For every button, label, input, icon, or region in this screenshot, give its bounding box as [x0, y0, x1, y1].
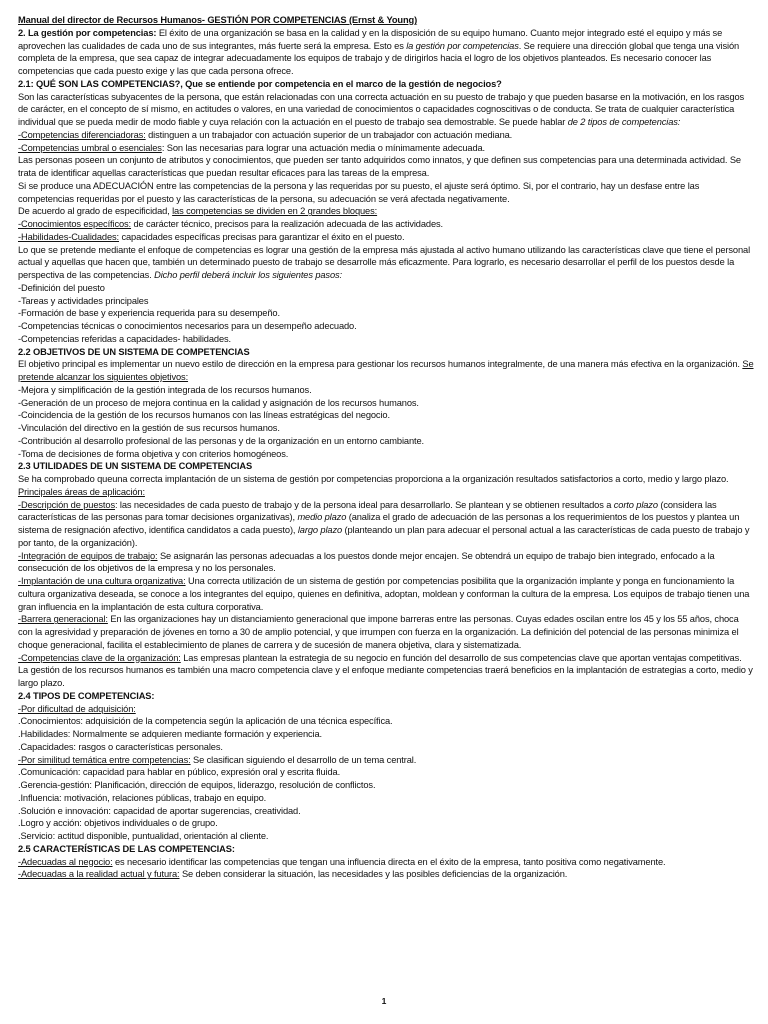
- item-label: -Competencias diferenciadoras:: [18, 129, 146, 140]
- section-2-paragraph: [18, 27, 754, 78]
- item-label: -Habilidades-Cualidades:: [18, 231, 119, 242]
- item-text: capacidades específicas precisas para garantizar el éxito en el puesto.: [119, 231, 405, 242]
- paragraph-text: Son las características subyacentes de la persona, que están relacionadas con una correcta actuación en su puesto de trabajo y que pueden basarse en la motivación, en los rasgos de carácter, en el concepto de sí mismo, en actitudes o valores, en una variedad de conocimientos o capacidades cognoscitivas o de conducta. Se trata de cualquier característica individual que se pueda medir de modo fiable y cuya relación con la actuación en el puesto de trabajo sea demostrable. Se puede hablar: [18, 91, 745, 127]
- paragraph-underline: Principales áreas de aplicación:: [18, 486, 145, 497]
- paragraph-underline: las competencias se dividen en 2 grandes bloques:: [172, 206, 378, 217]
- item-text: (planteando un plan para adecuar el personal actual a las características de cada puesto de trabajo y por tanto, de la organización).: [18, 525, 750, 548]
- list-item: .Gerencia-gestión: Planificación, dirección de equipos, liderazgo, resolución de conflictos.: [18, 780, 376, 790]
- list-item: -Competencias técnicas o conocimientos necesarios para un desempeño adecuado.: [18, 321, 357, 331]
- item-dificultad-adquisicion: [18, 703, 754, 716]
- item-text: Se deben considerar la situación, las necesidades y las posibles deficiencias de la organización.: [179, 869, 568, 880]
- item-text: (analiza el grado de adecuación de las personas a los requerimientos de los puestos y plantea un sistema de resignación afectivo, identifica candidatos a cada puesto),: [18, 512, 740, 535]
- item-text: Una correcta utilización de un sistema de gestión por competencias posibilita que la organización implante y ponga en funcionamiento la cultura organizativa deseada, se conoce a los integrantes del equipo, quienes en definitiva, adoptan, moldean y conforman la cultura de la empresa. Los equipos de trabajo tienen una gran influencia en la implantación de esta cultura corporativa.: [18, 576, 750, 612]
- item-label: -Adecuadas a la realidad actual y futura:: [18, 869, 180, 880]
- paragraph-especificidad: [18, 205, 754, 218]
- heading-2-1: 2.1: QUÉ SON LAS COMPETENCIAS?, Que se entiende por competencia en el marco de la gestión de negocios?: [18, 78, 502, 89]
- item-text: es necesario identificar las competencias que tengan una influencia directa en el éxito de la empresa, tanto positiva como negativamente.: [112, 856, 666, 867]
- list-item: .Capacidades: rasgos o características personales.: [18, 741, 223, 752]
- list-item: -Contribución al desarrollo profesional de las personas y de la organización en un entorno cambiante.: [18, 435, 424, 446]
- paragraph-2-1-intro: [18, 91, 754, 129]
- item-label: -Implantación de una cultura organizativa:: [18, 576, 186, 586]
- list-item: -Tareas y actividades principales: [18, 295, 149, 306]
- title-text: Manual del director de Recursos Humanos- GESTIÓN POR COMPETENCIAS (Ernst & Young): [18, 15, 418, 25]
- item-text: Se clasifican siguiendo el desarrollo de un tema central.: [190, 754, 417, 765]
- list-item: .Logro y acción: objetivos individuales o de grupo.: [18, 818, 218, 829]
- item-text: En las organizaciones hay un distanciamiento generacional que impone barreras entre las personas. Cuyas edades oscilan entre los 45 y los 55 años, choca con la agresividad y preparación de jóvenes en torno a 30 de amplio potencial, y que irrumpen con fuerza en la organización. La definición del potencial de las personas minimiza el choque generacional, facilita el establecimiento de planes de carrera y de sucesión de manera objetiva, clara y sistematizada.: [18, 614, 739, 650]
- item-conocimientos: [18, 218, 754, 231]
- paragraph-text: Se ha comprobado queuna correcta implantación de un sistema de gestión por competencias proporciona a la organización resultados satisfactorios a corto, medio y largo plazo.: [18, 474, 729, 484]
- item-competencias-clave: [18, 652, 754, 690]
- section-2-text-end: . Se requiere una dirección global que tenga una visión completa de la empresa, que sea capaz de integrar adecuadamente los equipos de trabajo y de dirigirlos hacia el logro de los objetivos planteados. Es necesario conocer las competencias que cada puesto exige y las que cada persona ofrece.: [18, 40, 740, 76]
- list-item: .Comunicación: capacidad para hablar en público, expresión oral y escrita fluida.: [18, 767, 341, 778]
- paragraph-underline: Se pretende alcanzar los siguientes objetivos:: [18, 359, 754, 382]
- item-text: : Son las necesarias para lograr una actuación media o mínimamente adecuada.: [161, 142, 486, 153]
- section-2-label: 2. La gestión por competencias:: [18, 27, 157, 38]
- list-item: .Solución e innovación: capacidad de aportar sugerencias, creatividad.: [18, 805, 301, 816]
- item-label: -Conocimientos específicos:: [18, 219, 132, 229]
- item-label: -Competencias umbral o esenciales: [18, 142, 162, 153]
- document-title: [18, 14, 754, 27]
- list-item: -Formación de base y experiencia requerida para su desempeño.: [18, 308, 280, 319]
- item-label: -Por dificultad de adquisición:: [18, 703, 136, 714]
- item-label: -Integración de equipos de trabajo:: [18, 550, 158, 561]
- list-item: -Competencias referidas a capacidades- habilidades.: [18, 333, 231, 344]
- item-text: de carácter técnico, precisos para la realización adecuada de las actividades.: [131, 219, 443, 229]
- item-barrera-generacional: [18, 613, 754, 651]
- heading-2-5: 2.5 CARACTERÍSTICAS DE LAS COMPETENCIAS:: [18, 843, 235, 854]
- list-item: .Influencia: motivación, relaciones públicas, trabajo en equipo.: [18, 792, 267, 803]
- paragraph-utilidades: [18, 473, 754, 499]
- list-item: .Servicio: actitud disponible, puntualidad, orientación al cliente.: [18, 831, 269, 841]
- item-emphasis: corto plazo: [613, 499, 658, 510]
- item-descripcion-puestos: [18, 499, 754, 550]
- item-habilidades: [18, 231, 754, 244]
- heading-2-4: 2.4 TIPOS DE COMPETENCIAS:: [18, 690, 155, 701]
- item-integracion-equipos: [18, 550, 754, 576]
- list-item: -Definición del puesto: [18, 282, 105, 293]
- item-emphasis: medio plazo: [297, 512, 347, 523]
- item-label: -Por similitud temática entre competencias:: [18, 754, 191, 765]
- item-label: -Barrera generacional:: [18, 614, 108, 625]
- item-cultura-organizativa: [18, 575, 754, 613]
- item-similitud-tematica: [18, 754, 754, 767]
- paragraph-emphasis: de 2 tipos de competencias:: [567, 117, 681, 127]
- item-emphasis: largo plazo: [297, 525, 343, 535]
- section-2-text: El éxito de una organización se basa en la calidad y en la disposición de su equipo humano. Cuanto mejor integrado esté el equipo y más se aprovechen las cualidades de cada uno de sus integrantes, más fuerte será la empresa. Esto es: [18, 27, 723, 51]
- item-adecuadas-negocio: [18, 856, 754, 869]
- heading-2-3: 2.3 UTILIDADES DE UN SISTEMA DE COMPETENCIAS: [18, 461, 253, 472]
- list-item: .Habilidades: Normalmente se adquieren mediante formación y experiencia.: [18, 729, 323, 739]
- paragraph-adecuacion: Si se produce una ADECUACIÓN entre las competencias de la persona y las requeridas por su puesto, el ajuste será óptimo. Si, por el contrario, hay un desfase entre las competencias requeridas por el puesto y las características de la persona, su adecuación se verá afectada negativamente.: [18, 180, 700, 204]
- item-label: -Competencias clave de la organización:: [18, 652, 181, 663]
- item-competencias-umbral: [18, 142, 754, 155]
- paragraph-objetivo-principal: [18, 358, 754, 384]
- list-item: -Generación de un proceso de mejora continua en la calidad y asignación de los recursos humanos.: [18, 397, 419, 408]
- list-item: -Coincidencia de la gestión de los recursos humanos con las líneas estratégicas del negocio.: [18, 410, 390, 421]
- list-item: .Conocimientos: adquisición de la competencia según la aplicación de una técnica específica.: [18, 716, 393, 727]
- item-text: distinguen a un trabajador con actuación superior de un trabajador con actuación mediana.: [145, 129, 513, 140]
- document-page: [18, 14, 754, 881]
- paragraph-enfoque: [18, 244, 754, 282]
- list-item: -Vinculación del directivo en la gestión de sus recursos humanos.: [18, 423, 280, 433]
- item-label: -Descripción de puestos: [18, 499, 115, 510]
- paragraph-text: Lo que se pretende mediante el enfoque de competencias es lograr una gestión de la empresa más ajustada al activo humano utilizando las características clave que tiene el personal actual y aquellas que hacen que, también un determinado puesto de trabajo se desarrolle más eficazmente. Para lograrlo, es necesario desarrollar el perfil de los puestos desde la perspectiva de las competencias.: [18, 244, 751, 280]
- item-text: Se asignarán las personas adecuadas a los puestos donde mejor encajen. Se obtendrá un equipo de trabajo bien integrado, enfocado a la consecución de los objetivos de la empresa y no los personales.: [18, 550, 715, 574]
- section-2-emphasis: la gestión por competencias: [406, 40, 519, 51]
- page-number: 1: [381, 996, 387, 1006]
- paragraph-emphasis: Dicho perfil deberá incluir los siguientes pasos:: [154, 270, 343, 280]
- item-text: Las empresas plantean la estrategia de su negocio en función del desarrollo de sus competencias clave que aportan ventajas competitivas. La gestión de los recursos humanos es también una macro competencia clave y el enfoque mediante competencias traerá beneficios en la implantación de estrategias a corto, medio y largo plazo.: [18, 652, 753, 688]
- item-text: : las necesidades de cada puesto de trabajo y de la persona ideal para desarrollarlo. Se plantean y se obtienen resultados a: [114, 499, 614, 510]
- paragraph-atributos: Las personas poseen un conjunto de atributos y conocimientos, que pueden ser tanto adquiridos como innatos, y que definen sus competencias para una determinada actividad. Se trata de identificar aquellas características que puedan resultar eficaces para las tareas de la empresa.: [18, 155, 741, 178]
- item-text: (considera las características de las personas para tomar decisiones organizativas),: [18, 499, 717, 523]
- paragraph-text: El objetivo principal es implementar un nuevo estilo de dirección en la empresa para gestionar los recursos humanos integralmente, de una manera más efectiva en la organización.: [18, 359, 743, 370]
- paragraph-text: De acuerdo al grado de especificidad,: [18, 206, 173, 217]
- item-label: -Adecuadas al negocio:: [18, 856, 113, 867]
- list-item: -Mejora y simplificación de la gestión integrada de los recursos humanos.: [18, 384, 312, 395]
- heading-2-2: 2.2 OBJETIVOS DE UN SISTEMA DE COMPETENCIAS: [18, 346, 250, 357]
- item-competencias-diferenciadoras: [18, 129, 754, 142]
- item-adecuadas-realidad: [18, 868, 754, 881]
- list-item: -Toma de decisiones de forma objetiva y con criterios homogéneos.: [18, 448, 289, 459]
